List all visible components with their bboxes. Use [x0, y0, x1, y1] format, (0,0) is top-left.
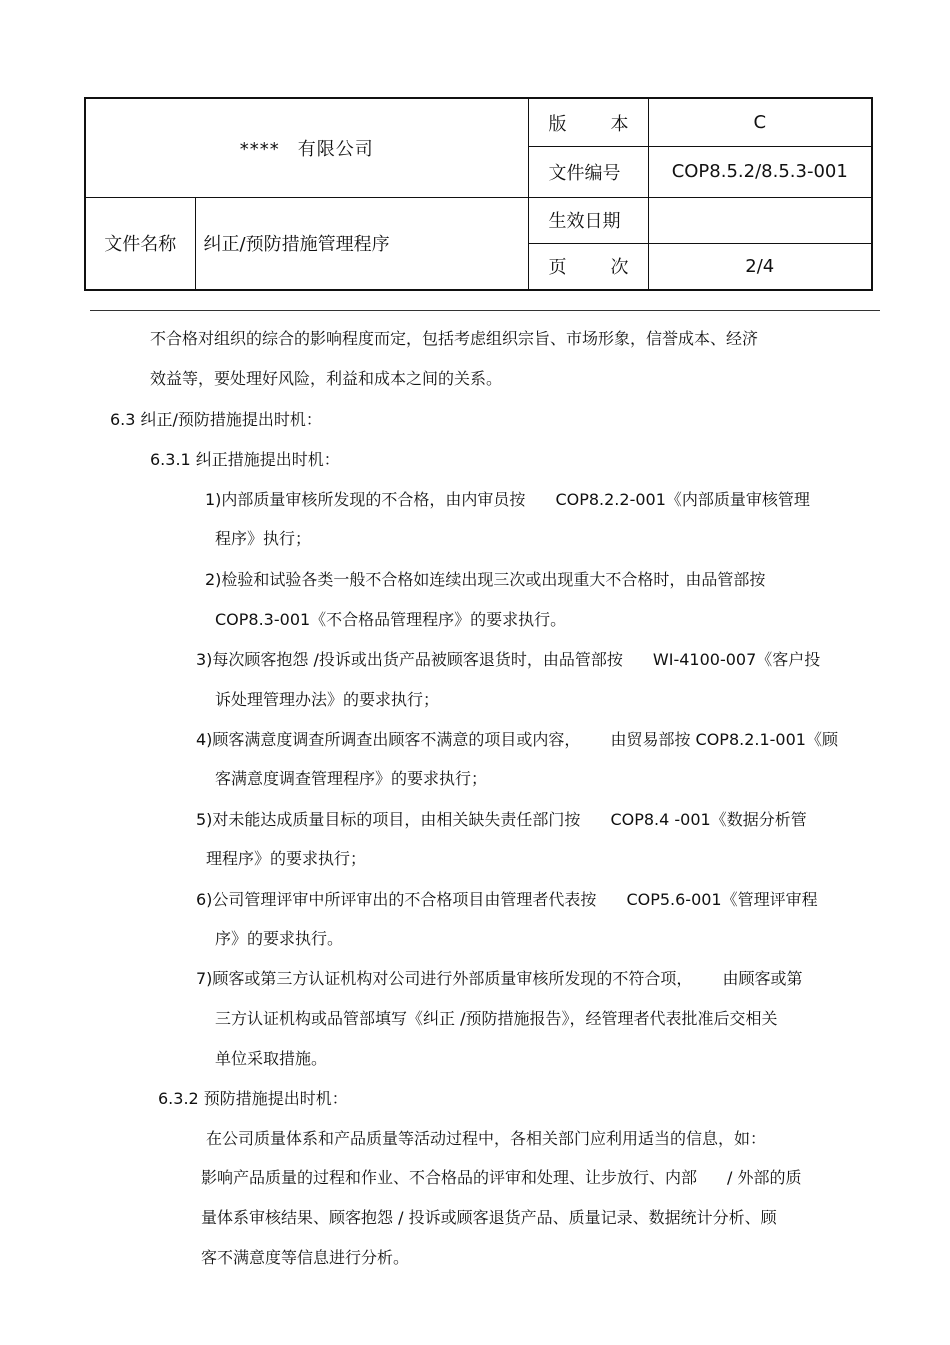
page-label-a: 页 — [548, 257, 567, 279]
list-item: 5)对未能达成质量目标的项目，由相关缺失责任部门按 COP8.4 -001《数据分析管 — [196, 810, 807, 829]
list-item-cont: 理程序》的要求执行； — [206, 849, 367, 868]
docno-label: 文件编号 — [528, 147, 648, 198]
list-item: 4)顾客满意度调查所调查出顾客不满意的项目或内容， 由贸易部按 COP8.2.1-001《顾 — [196, 730, 838, 749]
para-line: 效益等，要处理好风险，利益和成本之间的关系。 — [150, 369, 503, 388]
docname-value: 纠正/预防措施管理程序 — [195, 197, 528, 290]
list-item-cont: 客满意度调查管理程序》的要求执行； — [215, 769, 488, 788]
list-item: 3)每次顾客抱怨 /投诉或出货产品被顾客退货时，由品管部按 WI-4100-007《客户投 — [196, 650, 821, 669]
page-value: 2/4 — [648, 243, 872, 290]
list-item: 6)公司管理评审中所评审出的不合格项目由管理者代表按 COP5.6-001《管理评审程 — [196, 890, 818, 909]
para-line: 不合格对组织的综合的影响程度而定，包括考虑组织宗旨、市场形象，信誉成本、经济 — [150, 329, 759, 348]
list-item-cont: 序》的要求执行。 — [215, 929, 344, 948]
section-6-3-heading: 6.3 纠正/预防措施提出时机： — [110, 410, 322, 429]
company-stars: **** — [239, 138, 280, 160]
page-label-b: 次 — [610, 257, 629, 279]
page-label-cell — [528, 243, 648, 290]
version-label-b: 本 — [610, 113, 629, 135]
version-label-cell — [528, 98, 648, 147]
version-value: C — [648, 98, 872, 147]
list-item: 7)顾客或第三方认证机构对公司进行外部质量审核所发现的不符合项， 由顾客或第 — [196, 969, 803, 988]
docno-value: COP8.5.2/8.5.3-001 — [648, 147, 872, 198]
list-item-cont: COP8.3-001《不合格品管理程序》的要求执行。 — [215, 610, 567, 629]
company-name-cell — [85, 98, 528, 197]
para-line: 客不满意度等信息进行分析。 — [201, 1248, 410, 1267]
list-item-cont: 单位采取措施。 — [215, 1049, 328, 1068]
list-item-cont: 诉处理管理办法》的要求执行； — [215, 690, 440, 709]
section-6-3-2-heading: 6.3.2 预防措施提出时机： — [158, 1089, 348, 1108]
header-divider — [90, 310, 880, 311]
docname-label: 文件名称 — [85, 197, 195, 290]
para-line: 量体系审核结果、顾客抱怨 / 投诉或顾客退货产品、质量记录、数据统计分析、顾 — [201, 1208, 777, 1227]
section-6-3-1-heading: 6.3.1 纠正措施提出时机： — [150, 450, 340, 469]
effdate-value — [648, 197, 872, 243]
para-line: 影响产品质量的过程和作业、不合格品的评审和处理、让步放行、内部 / 外部的质 — [201, 1168, 802, 1187]
company-name: 有限公司 — [297, 138, 374, 160]
list-item: 1)内部质量审核所发现的不合格，由内审员按 COP8.2.2-001《内部质量审核管理 — [205, 490, 810, 509]
para-line: 在公司质量体系和产品质量等活动过程中，各相关部门应利用适当的信息，如： — [206, 1129, 767, 1148]
version-label-a: 版 — [548, 113, 567, 135]
list-item-cont: 三方认证机构或品管部填写《纠正 /预防措施报告》，经管理者代表批准后交相关 — [215, 1009, 778, 1028]
list-item-cont: 程序》执行； — [215, 529, 312, 548]
list-item: 2)检验和试验各类一般不合格如连续出现三次或出现重大不合格时，由品管部按 — [205, 570, 766, 589]
document-header-table — [84, 97, 873, 291]
effdate-label: 生效日期 — [528, 197, 648, 243]
